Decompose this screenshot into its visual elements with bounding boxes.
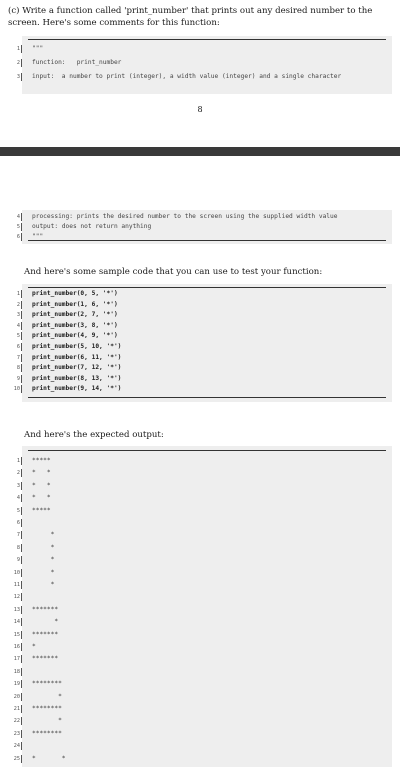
- code-line: [16, 58, 392, 68]
- line-number: 1: [12, 456, 20, 466]
- code-line: [16, 506, 392, 516]
- line-number: 24: [13, 743, 20, 750]
- line-text: processing: prints the desired number to the screen using the supplied width value: [32, 213, 338, 220]
- sample-code-block: [13, 284, 392, 402]
- code-line: [16, 342, 392, 352]
- line-text: print_number(4, 9, '*'): [32, 332, 118, 340]
- line-text: *******: [32, 605, 59, 613]
- code-line: [13, 692, 392, 702]
- line-text: output: does not return anything: [32, 223, 152, 230]
- line-number: 22: [13, 718, 20, 725]
- line-text: *****: [32, 506, 51, 514]
- line-text: print_number(9, 14, '*'): [32, 385, 122, 393]
- expected-output-block: [13, 446, 392, 767]
- code-line: [13, 679, 392, 689]
- line-number: 7: [12, 530, 20, 540]
- code-line: [16, 555, 392, 565]
- line-text: print_number(2, 7, '*'): [32, 311, 118, 319]
- line-text: *: [32, 643, 36, 650]
- line-number: 3: [12, 481, 20, 491]
- line-number: 1: [12, 289, 20, 299]
- code-line: [16, 530, 392, 540]
- sample-intro-text: And here's some sample code that you can use to test your function:: [24, 267, 323, 277]
- line-number: 14: [13, 619, 20, 626]
- code-line: [16, 518, 392, 528]
- code-line: [13, 667, 392, 677]
- code-line: [13, 704, 392, 714]
- line-text: print_number(7, 12, '*'): [32, 364, 122, 372]
- line-number: 25: [13, 755, 20, 762]
- line-text: print_number(1, 6, '*'): [32, 300, 118, 308]
- line-number: 4: [12, 212, 20, 222]
- line-number: 11: [13, 582, 20, 588]
- line-text: input: a number to print (integer), a width value (integer) and a single character: [32, 73, 342, 80]
- code-line: [16, 468, 392, 478]
- line-text: *: [32, 568, 55, 576]
- line-text: print_number(8, 13, '*'): [32, 374, 122, 382]
- line-number: 5: [12, 506, 20, 516]
- line-text: *: [32, 692, 62, 700]
- line-number: 23: [13, 730, 20, 737]
- code-line: [16, 374, 392, 384]
- line-number: 2: [12, 468, 20, 478]
- line-number: 6: [12, 342, 20, 352]
- document-page-top: [0, 0, 400, 138]
- line-number: 21: [13, 706, 20, 712]
- line-number: 1: [12, 44, 20, 54]
- code-line: [16, 310, 392, 320]
- line-text: *: [32, 531, 55, 539]
- code-line: [13, 605, 392, 615]
- code-line: [13, 754, 392, 764]
- sample-bottom-rule: [28, 397, 386, 398]
- docstring-code-block-top: [16, 36, 392, 94]
- line-text: *: [32, 618, 59, 626]
- line-number: 6: [12, 518, 20, 528]
- line-number: 8: [12, 363, 20, 373]
- output-top-rule: [28, 450, 386, 451]
- line-number: 2: [12, 58, 20, 68]
- line-number: 17: [13, 656, 20, 663]
- code-line: [16, 232, 392, 242]
- line-number: 9: [12, 374, 20, 384]
- sample-top-rule: [28, 287, 386, 288]
- line-number: 18: [13, 668, 20, 675]
- output-intro-text: And here's the expected output:: [24, 430, 164, 440]
- code-line: [16, 456, 392, 466]
- line-text: ********: [32, 705, 62, 712]
- code-line: [13, 617, 392, 627]
- code-line: [13, 741, 392, 751]
- code-line: [13, 592, 392, 602]
- code-line: [16, 363, 392, 373]
- line-number: 7: [12, 353, 20, 363]
- line-text: ********: [32, 729, 62, 737]
- line-number: 5: [12, 331, 20, 341]
- line-text: * *: [32, 481, 51, 489]
- code-line: [13, 716, 392, 726]
- line-number: 6: [12, 232, 20, 242]
- code-line: [16, 300, 392, 310]
- line-text: print_number(0, 5, '*'): [32, 290, 118, 297]
- code-line: [16, 222, 392, 232]
- code-line: [16, 481, 392, 491]
- line-number: 16: [13, 644, 20, 650]
- code-line: [13, 654, 392, 664]
- line-text: """: [32, 45, 44, 52]
- code-line: [13, 580, 392, 590]
- line-number: 3: [12, 72, 20, 82]
- page-number: 8: [197, 105, 203, 114]
- docstring-code-block-bottom: [16, 210, 392, 244]
- code-line: [16, 72, 392, 82]
- line-text: * *: [32, 494, 51, 502]
- line-number: 10: [13, 569, 20, 576]
- line-number: 9: [12, 555, 20, 565]
- line-number: 2: [12, 300, 20, 310]
- line-number: 19: [13, 681, 20, 688]
- line-text: * *: [32, 754, 66, 762]
- code-top-rule: [28, 39, 386, 40]
- line-text: function: print_number: [32, 59, 122, 66]
- code-line: [13, 384, 392, 394]
- line-text: print_number(3, 8, '*'): [32, 321, 118, 329]
- line-text: """: [32, 233, 44, 240]
- document-page-bottom: [0, 158, 400, 767]
- line-text: *****: [32, 457, 51, 464]
- line-number: 4: [12, 493, 20, 503]
- intro-paragraph: (c) Write a function called 'print_number' that prints out any desired number to the screen. Here's some comments for this function:: [8, 6, 373, 28]
- line-text: *: [32, 717, 62, 725]
- code-line: [16, 331, 392, 341]
- line-text: *: [32, 543, 55, 551]
- code-line: [16, 289, 392, 299]
- line-text: *: [32, 581, 55, 588]
- code-line: [13, 729, 392, 739]
- line-text: print_number(5, 10, '*'): [32, 343, 122, 350]
- line-text: * *: [32, 469, 51, 477]
- line-number: 15: [13, 631, 20, 638]
- line-number: 13: [13, 606, 20, 613]
- code-line: [16, 353, 392, 363]
- code-line: [13, 630, 392, 640]
- line-text: *******: [32, 655, 59, 663]
- line-text: ********: [32, 680, 62, 688]
- line-number: 10: [13, 386, 20, 393]
- line-text: print_number(6, 11, '*'): [32, 353, 122, 361]
- code-line: [16, 493, 392, 503]
- code-line: [13, 568, 392, 578]
- code-line: [16, 543, 392, 553]
- code-line: [16, 44, 392, 54]
- line-text: *******: [32, 630, 59, 638]
- line-number: 5: [12, 222, 20, 232]
- line-number: 8: [12, 543, 20, 553]
- line-text: *: [32, 556, 55, 564]
- line-number: 20: [13, 693, 20, 700]
- line-number: 3: [12, 310, 20, 320]
- page-separator-bar: [0, 147, 400, 156]
- code-line: [16, 321, 392, 331]
- code-line: [13, 642, 392, 652]
- code-line: [16, 212, 392, 222]
- line-number: 4: [12, 321, 20, 331]
- line-number: 12: [13, 594, 20, 601]
